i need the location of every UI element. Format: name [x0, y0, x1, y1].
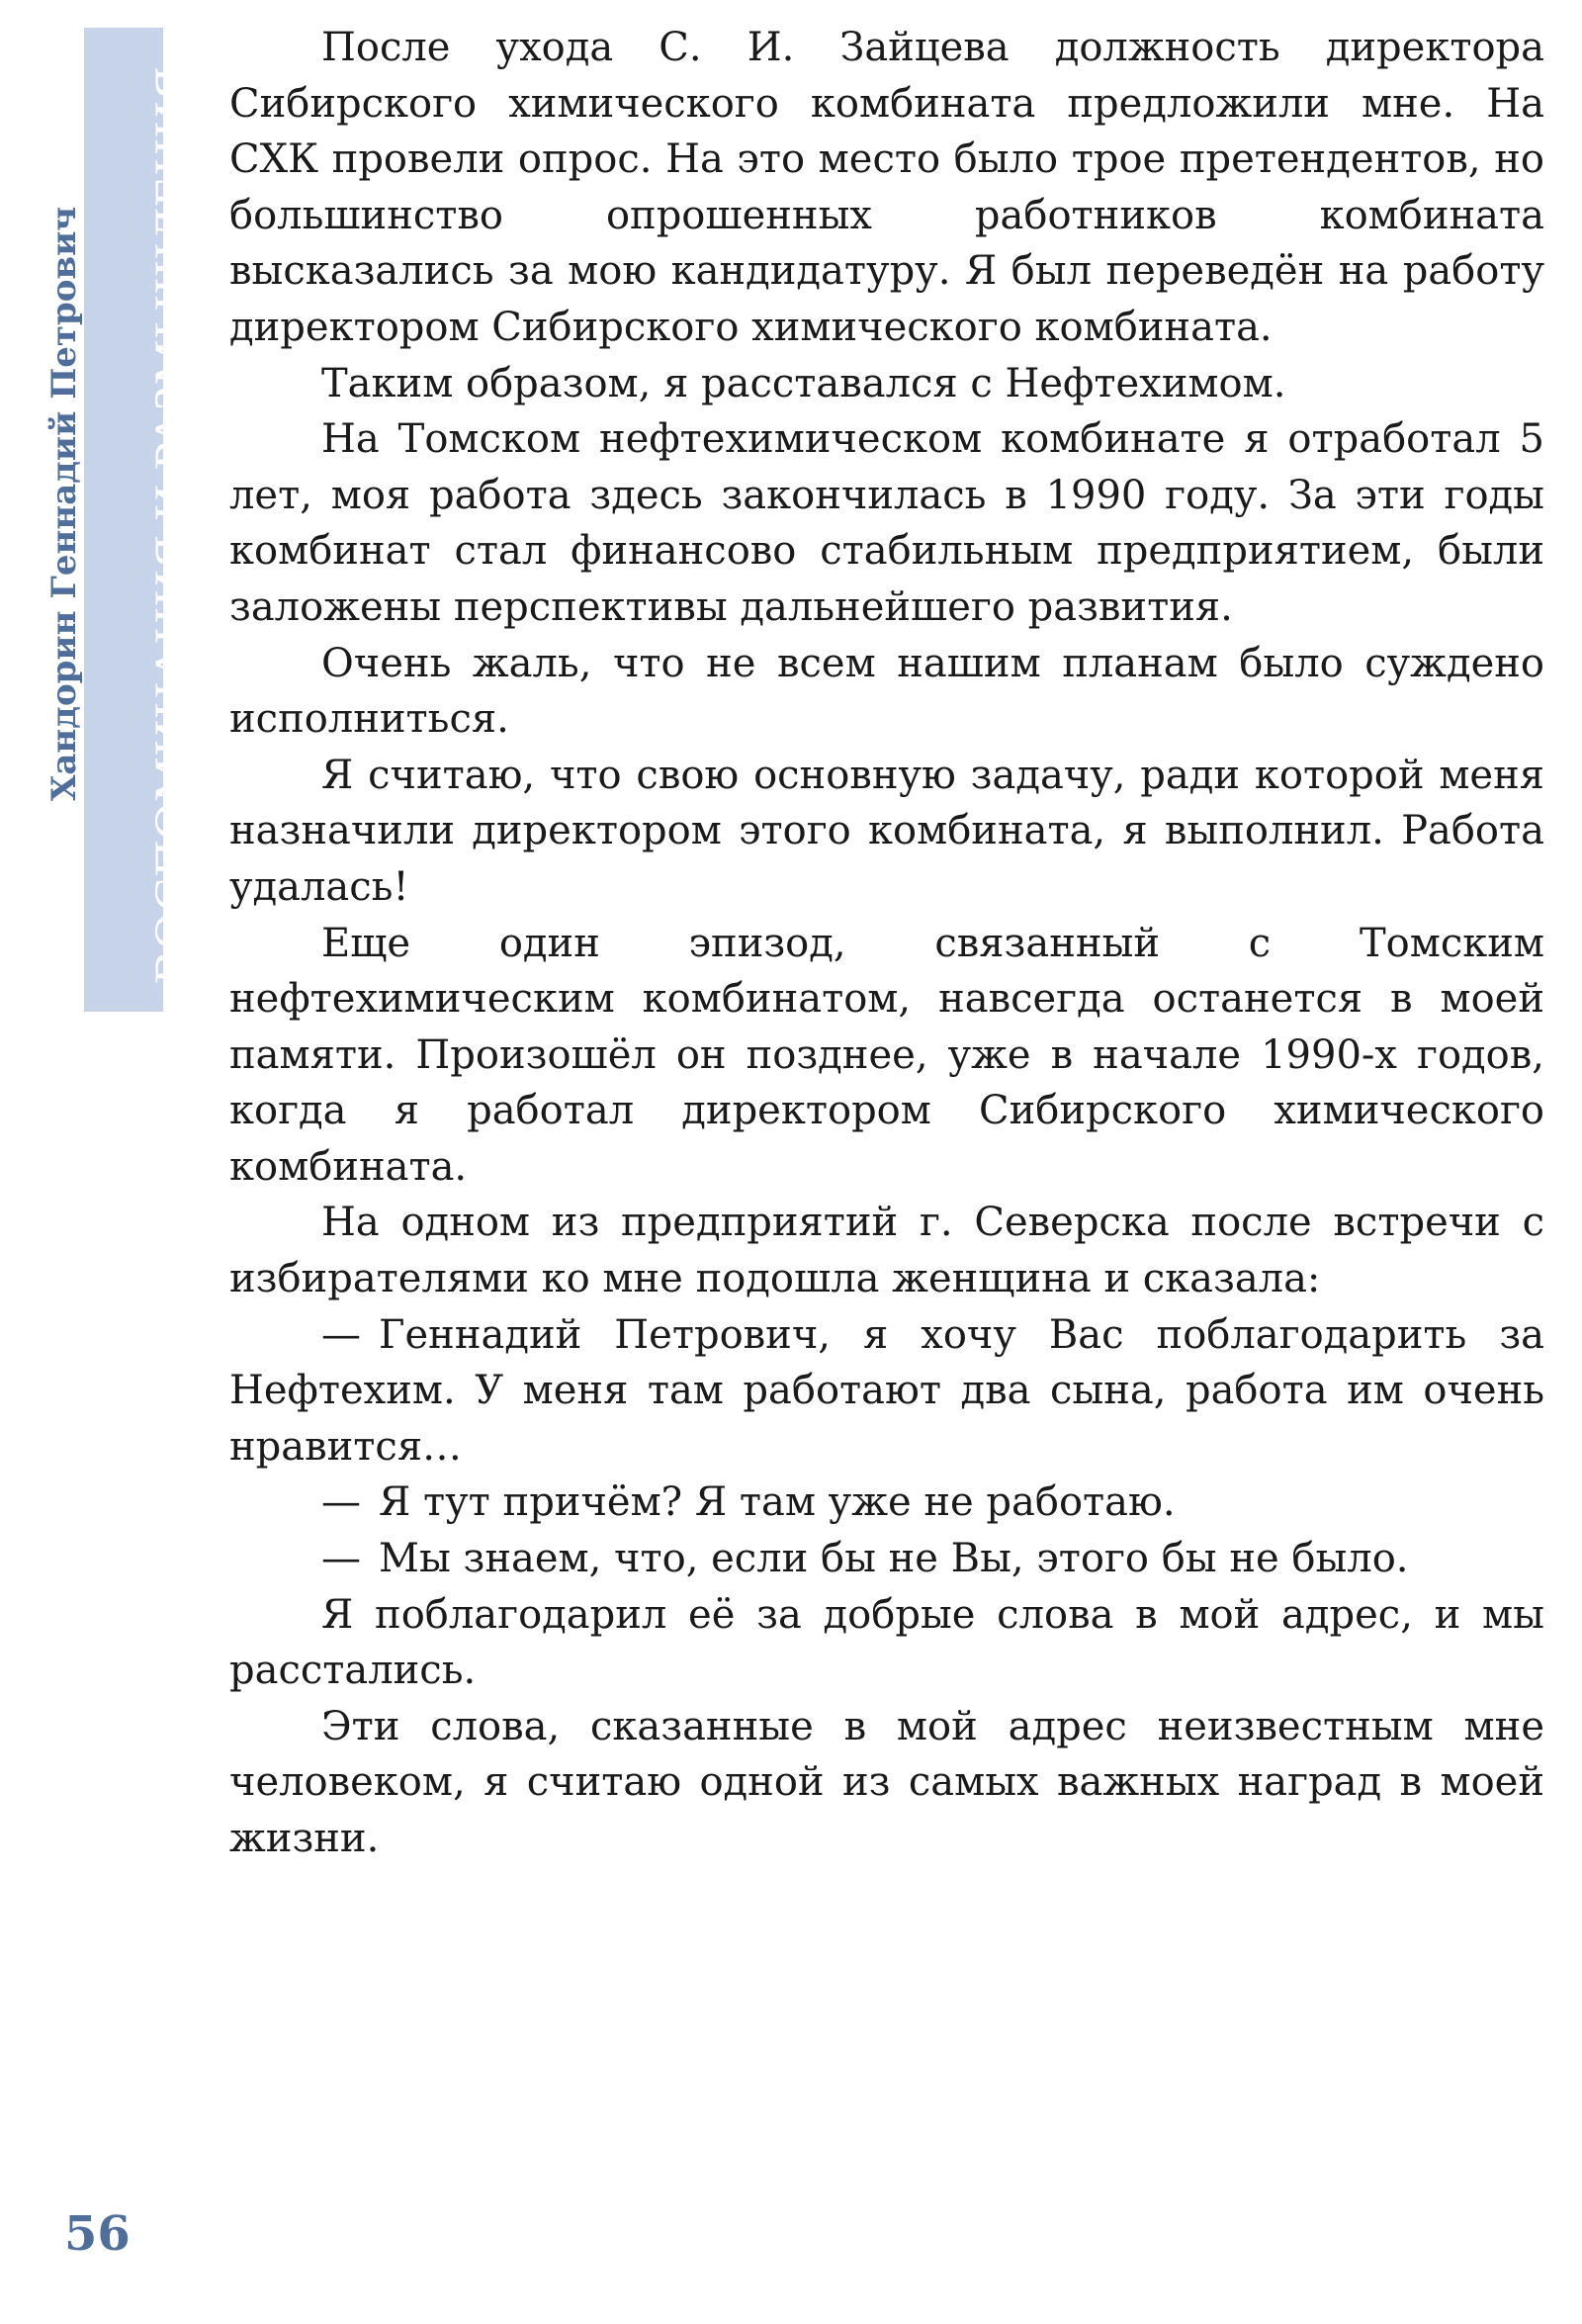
- dialogue-dash: —: [321, 1311, 361, 1358]
- dialogue-line: [229, 1307, 1544, 1475]
- page-body: [229, 20, 1544, 1867]
- dialogue-line: [229, 1531, 1544, 1587]
- paragraph: Очень жаль, что не всем нашим планам было суждено исполниться.: [229, 640, 1544, 743]
- dialogue-text: Мы знаем, что, если бы не Вы, этого бы не было.: [379, 1536, 1409, 1582]
- dialogue-text: Я тут причём? Я там уже не работаю.: [379, 1479, 1176, 1526]
- sidebar: [0, 0, 201, 2324]
- paragraph: Таким образом, я расставался с Нефтехимом.: [321, 360, 1286, 406]
- paragraph: Эти слова, сказанные в мой адрес неизвестным мне человеком, я считаю одной из самых важных наград в моей жизни.: [229, 1703, 1544, 1861]
- dialogue-dash: —: [321, 1479, 361, 1526]
- page-number: 56: [64, 2206, 131, 2262]
- paragraph: После ухода С. И. Зайцева должность директора Сибирского химического комбината предложили мне. На СХК провели опрос. На это место было трое претендентов, но большинство опрошенных работников комбината высказались за мою кандидатуру. Я был переведён на работу директором Сибирского химического комбината.: [229, 25, 1544, 350]
- paragraph: Еще один эпизод, связанный с Томским нефтехимическим комбинатом, навсегда останется в моей памяти. Произошёл он позднее, уже в начале 1990-х годов, когда я работал директором Сибирского химического комбината.: [229, 920, 1544, 1190]
- dialogue-line: [229, 1475, 1544, 1531]
- section-title: ВОСПОМИНАНИЯ И РАЗМЫШЛЕНИЯ: [145, 65, 201, 984]
- author-name: Хандорин Геннадий Петрович: [44, 206, 84, 801]
- dialogue-dash: —: [321, 1536, 361, 1582]
- paragraph: Я поблагодарил её за добрые слова в мой адрес, и мы расстались.: [229, 1591, 1544, 1694]
- paragraph: На Томском нефтехимическом комбинате я отработал 5 лет, моя работа здесь закончилась в 1990 году. За эти годы комбинат стал финансово стабильным предприятием, были заложены перспективы дальнейшего развития.: [229, 416, 1544, 630]
- paragraph: Я считаю, что свою основную задачу, ради которой меня назначили директором этого комбината, я выполнил. Работа удалась!: [229, 752, 1544, 910]
- paragraph: На одном из предприятий г. Северска после встречи с избирателями ко мне подошла женщина и сказала:: [229, 1200, 1544, 1302]
- dialogue-text: Геннадий Петрович, я хочу Вас поблагодарить за Нефтехим. У меня там работают два сына, работа им очень нравится…: [229, 1311, 1544, 1470]
